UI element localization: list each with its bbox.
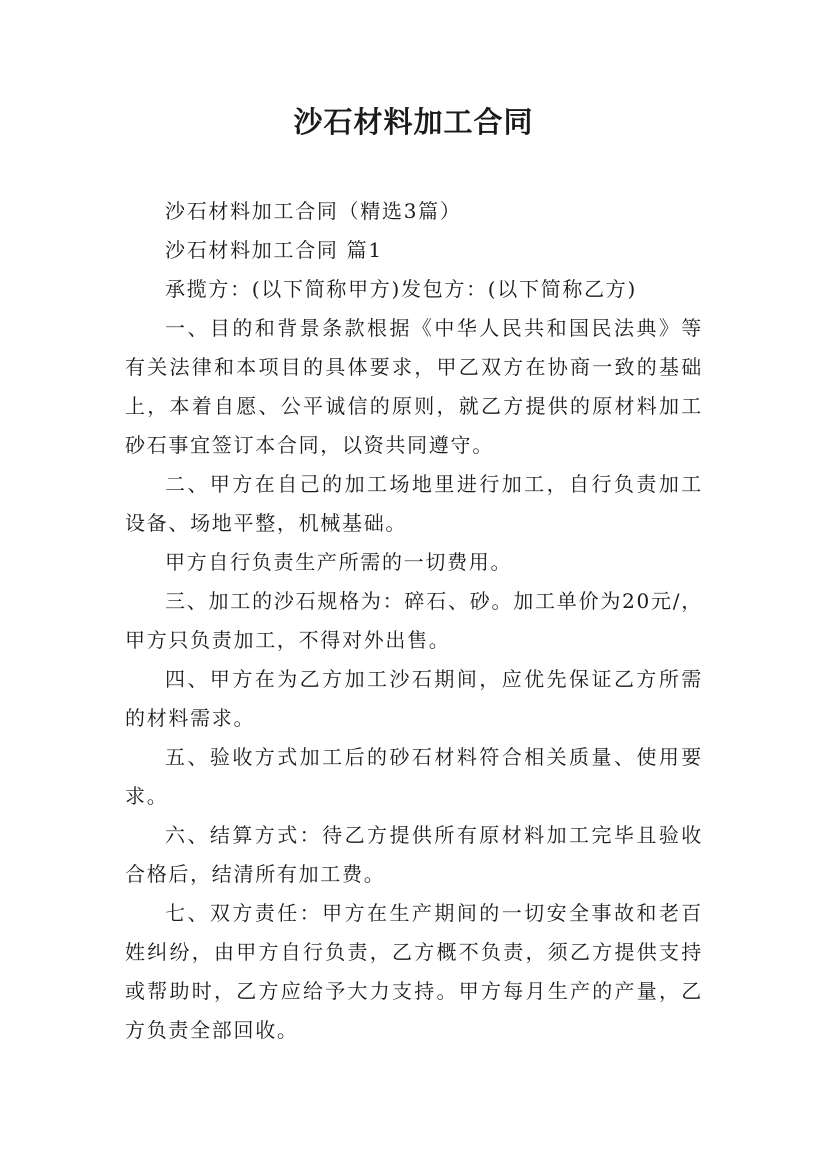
paragraph-clause-4: 四、甲方在为乙方加工沙石期间，应优先保证乙方所需的材料需求。 bbox=[125, 667, 703, 730]
paragraph-clause-7: 七、双方责任：甲方在生产期间的一切安全事故和老百姓纠纷，由甲方自行负责，乙方概不负责，须乙方提供支持或帮助时，乙方应给予大力支持。甲方每月生产的产量，乙方负责全部回收。 bbox=[125, 901, 703, 1042]
paragraph-clause-6: 六、结算方式：待乙方提供所有原材料加工完毕且验收合格后，结清所有加工费。 bbox=[125, 823, 703, 886]
paragraph-clause-3: 三、加工的沙石规格为：碎石、砂。加工单价为20元/，甲方只负责加工，不得对外出售。 bbox=[125, 589, 703, 652]
paragraph-subtitle: 沙石材料加工合同（精选3篇） bbox=[165, 199, 462, 223]
paragraph-section-heading: 沙石材料加工合同 篇1 bbox=[165, 238, 383, 262]
document-body bbox=[125, 192, 703, 1050]
paragraph-clause-1: 一、目的和背景条款根据《中华人民共和国民法典》等有关法律和本项目的具体要求，甲乙双方在协商一致的基础上，本着自愿、公平诚信的原则，就乙方提供的原材料加工砂石事宜签订本合同，以资共同遵守。 bbox=[125, 316, 703, 457]
paragraph-clause-2-cost: 甲方自行负责生产所需的一切费用。 bbox=[165, 550, 513, 574]
document-title: 沙石材料加工合同 bbox=[293, 105, 534, 139]
paragraph-clause-2: 二、甲方在自己的加工场地里进行加工，自行负责加工设备、场地平整，机械基础。 bbox=[125, 472, 703, 535]
paragraph-clause-5: 五、验收方式加工后的砂石材料符合相关质量、使用要求。 bbox=[125, 745, 703, 808]
paragraph-parties: 承揽方：(以下简称甲方)发包方：(以下简称乙方) bbox=[165, 277, 638, 301]
